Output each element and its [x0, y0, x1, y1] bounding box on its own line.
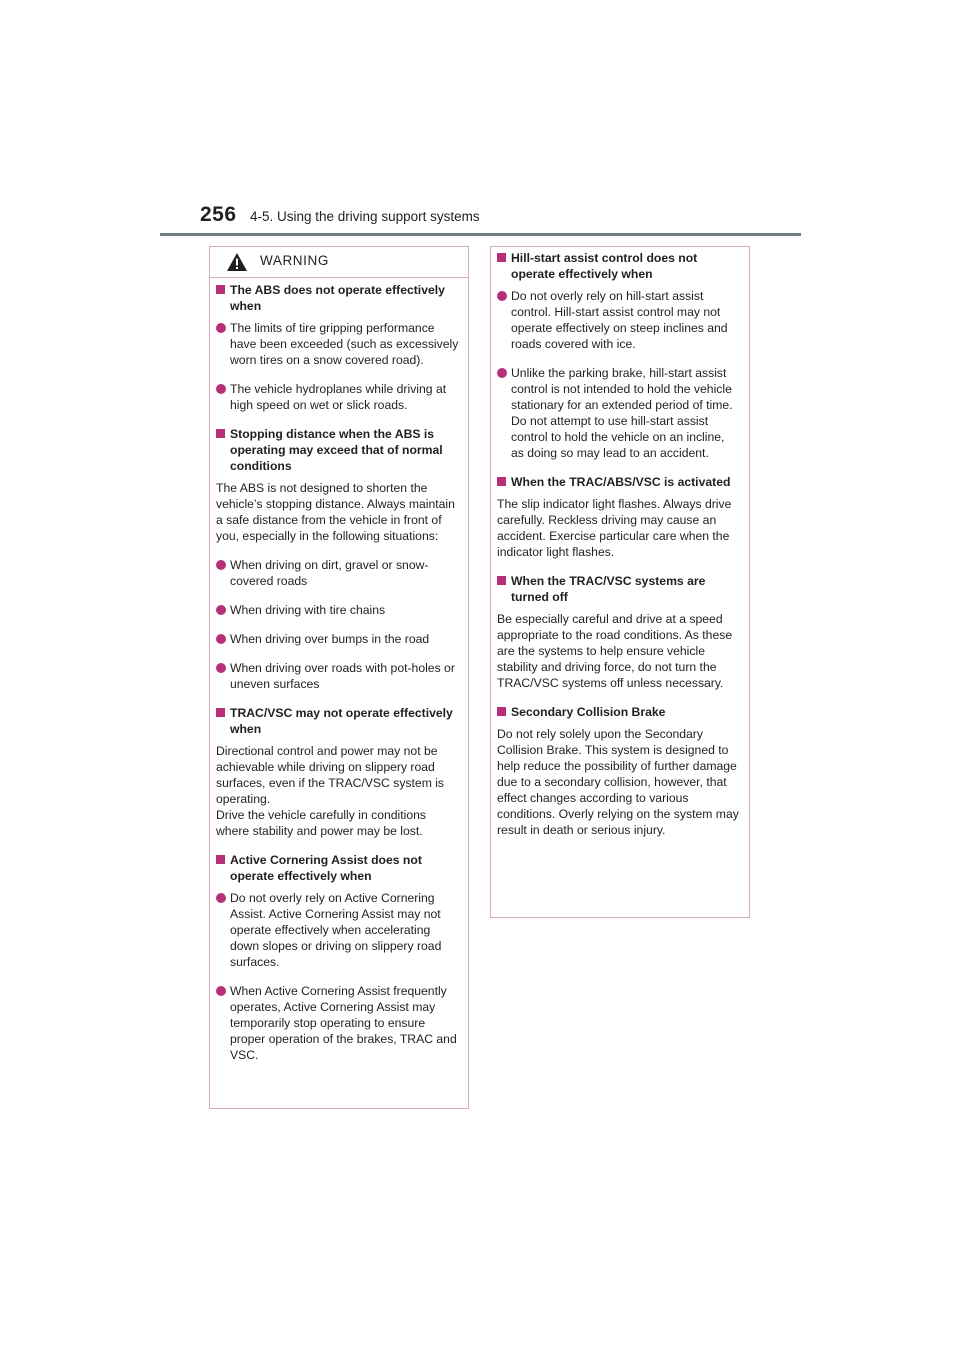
square-bullet-icon — [216, 429, 225, 438]
bullet-text: The vehicle hydroplanes while driving at high speed on wet or slick roads. — [230, 382, 447, 412]
bullet-text: When driving over roads with pot-holes or uneven surfaces — [230, 661, 455, 691]
heading-text: Active Cornering Assist does not operate effectively when — [230, 853, 422, 883]
square-bullet-icon — [497, 576, 506, 585]
paragraph: Do not rely solely upon the Secondary Collision Brake. This system is designed to help reduce the possibility of further damage due to a secondary collision, however, that effect changes according to various conditions. Overly relying on the system may result in death or serious injury. — [497, 727, 739, 837]
heading-text: Stopping distance when the ABS is operating may exceed that of normal conditions — [230, 427, 443, 473]
bullet-text: The limits of tire gripping performance have been exceeded (such as excessively worn tires on a snow covered road). — [230, 321, 459, 367]
bullet-item — [216, 602, 459, 618]
section-heading — [216, 852, 459, 884]
bullet-item — [497, 288, 740, 352]
heading-text: TRAC/VSC may not operate effectively when — [230, 706, 453, 736]
bullet-item — [216, 890, 459, 970]
heading-text: When the TRAC/ABS/VSC is activated — [511, 475, 731, 489]
round-bullet-icon — [216, 893, 226, 903]
bullet-text: When driving over bumps in the road — [230, 632, 430, 646]
bullet-text: Unlike the parking brake, hill-start assist control is not intended to hold the vehicle stationary for an extended period of time. Do not attempt to use hill-start assist control to hold the vehicle on an incline, as doing so may lead to an accident. — [511, 366, 733, 460]
section-heading — [497, 573, 740, 605]
square-bullet-icon — [216, 855, 225, 864]
warning-left-content — [210, 278, 468, 1063]
heading-text: When the TRAC/VSC systems are turned off — [511, 574, 706, 604]
page-header — [200, 203, 800, 237]
section-heading — [216, 426, 459, 474]
warning-box-right — [490, 246, 750, 918]
warning-triangle-icon — [226, 252, 248, 272]
square-bullet-icon — [216, 285, 225, 294]
bullet-item — [497, 365, 740, 461]
page-number: 256 — [200, 203, 237, 226]
heading-text: Hill-start assist control does not operate effectively when — [511, 251, 698, 281]
square-bullet-icon — [497, 477, 506, 486]
square-bullet-icon — [216, 708, 225, 717]
round-bullet-icon — [216, 384, 226, 394]
square-bullet-icon — [497, 707, 506, 716]
section-heading — [497, 474, 740, 490]
bullet-text: Do not overly rely on Active Cornering Assist. Active Cornering Assist may not operate effectively when accelerating down slopes or driving on slippery road surfaces. — [230, 891, 442, 969]
round-bullet-icon — [216, 560, 226, 570]
heading-text: The ABS does not operate effectively when — [230, 283, 445, 313]
paragraph: The slip indicator light flashes. Always drive carefully. Reckless driving may cause an accident. Exercise particular care when the indicator light flashes. — [497, 497, 732, 559]
bullet-item — [216, 557, 459, 589]
warning-right-content — [491, 247, 749, 838]
heading-text: Secondary Collision Brake — [511, 705, 666, 719]
bullet-text: When driving on dirt, gravel or snow-covered roads — [230, 558, 429, 588]
bullet-item — [216, 660, 459, 692]
paragraph: Directional control and power may not be achievable while driving on slippery road surfaces, even if the TRAC/VSC system is operating. Drive the vehicle carefully in conditions where stability and power may be lost. — [216, 744, 445, 838]
header-divider — [160, 233, 801, 236]
bullet-item — [216, 320, 459, 368]
round-bullet-icon — [497, 291, 507, 301]
warning-title: WARNING — [260, 253, 329, 268]
round-bullet-icon — [216, 663, 226, 673]
round-bullet-icon — [497, 368, 507, 378]
bullet-text: When driving with tire chains — [230, 603, 386, 617]
round-bullet-icon — [216, 323, 226, 333]
round-bullet-icon — [216, 986, 226, 996]
bullet-item — [216, 381, 459, 413]
bullet-text: When Active Cornering Assist frequently operates, Active Cornering Assist may temporarily stop operating to ensure proper operation of the brakes, TRAC and VSC. — [230, 984, 457, 1062]
warning-box-left — [209, 246, 469, 1109]
paragraph: Be especially careful and drive at a speed appropriate to the road conditions. As these are the systems to help ensure vehicle stability and driving force, do not turn the TRAC/VSC systems off unless necessary. — [497, 612, 733, 690]
round-bullet-icon — [216, 634, 226, 644]
bullet-item — [216, 631, 459, 647]
section-heading — [497, 704, 740, 720]
section-title: 4-5. Using the driving support systems — [250, 209, 480, 224]
paragraph: The ABS is not designed to shorten the vehicle’s stopping distance. Always maintain a safe distance from the vehicle in front of you, especially in the following situations: — [216, 481, 455, 543]
warning-header — [210, 247, 468, 278]
square-bullet-icon — [497, 253, 506, 262]
round-bullet-icon — [216, 605, 226, 615]
bullet-item — [216, 983, 459, 1063]
bullet-text: Do not overly rely on hill-start assist control. Hill-start assist control may not operate effectively on steep inclines and roads covered with ice. — [511, 289, 728, 351]
section-heading — [497, 250, 740, 282]
section-heading — [216, 705, 459, 737]
section-heading — [216, 282, 459, 314]
